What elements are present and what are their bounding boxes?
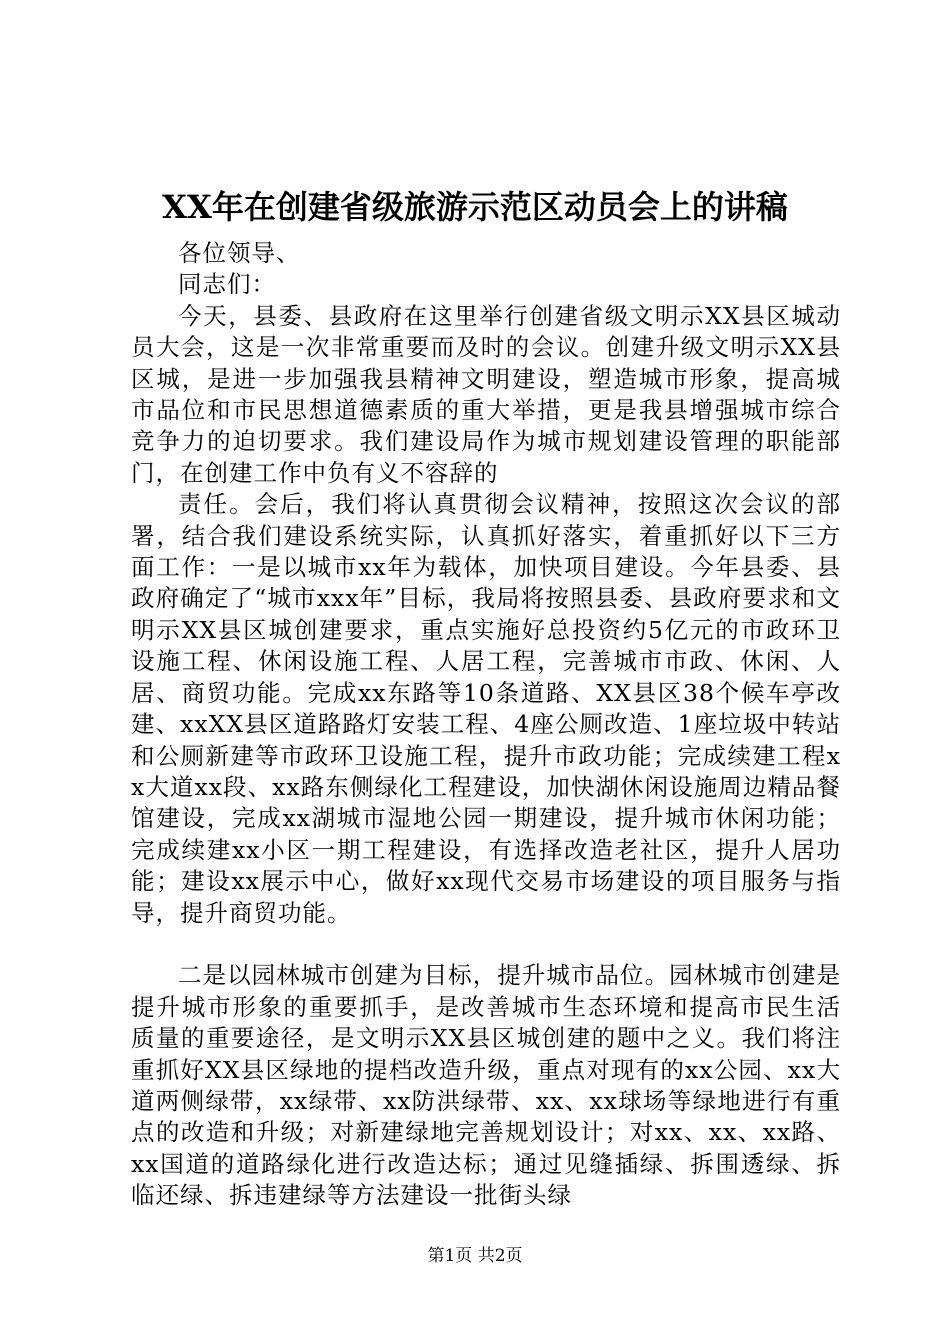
page-number: 第1页 共2页 — [427, 1246, 523, 1266]
document-title: XX年在创建省级旅游示范区动员会上的讲稿 — [162, 188, 788, 226]
paragraph-responsibility: 责任。会后，我们将认真贯彻会议精神，按照这次会议的部署，结合我们建设系统实际，认真抓好落实，着重抓好以下三方面工作：一是以城市xx年为载体，加快项目建设。今年县委、县政府确定了“城市xxx年”目标，我局将按照县委、县政府要求和文明示XX县区城创建要求，重点实施好总投资约5亿元的市政环卫设施工程、休闲设施工程、人居工程，完善城市市政、休闲、人居、商贸功能。完成xx东路等10条道路、XX县区38个候车亭改建、xxXX县区道路路灯安装工程、4座公厕改造、1座垃圾中转站和公厕新建等市政环卫设施工程，提升市政功能；完成续建工程xx大道xx段、xx路东侧绿化工程建设，加快湖休闲设施周边精品餐馆建设，完成xx湖城市湿地公园一期建设，提升城市休闲功能；完成续建xx小区一期工程建设，有选择改造老社区，提升人居功能；建设xx展示中心，做好xx现代交易市场建设的项目服务与指导，提升商贸功能。 — [131, 490, 841, 927]
document-body — [131, 238, 841, 1212]
paragraph-garden-city: 二是以园林城市创建为目标，提升城市品位。园林城市创建是提升城市形象的重要抓手，是改善城市生态环境和提高市民生活质量的重要途径，是文明示XX县区城创建的题中之义。我们将注重抓好XX县区绿地的提档改造升级，重点对现有的xx公园、xx大道两侧绿带，xx绿带、xx防洪绿带、xx、xx球场等绿地进行有重点的改造和升级；对新建绿地完善规划设计；对xx、xx、xx路、xx国道的道路绿化进行改造达标；通过见缝插绿、拆围透绿、拆临还绿、拆违建绿等方法建设一批街头绿 — [131, 961, 841, 1210]
salutation-leaders: 各位领导、 — [178, 239, 301, 267]
salutation-comrades: 同志们： — [178, 270, 276, 299]
paragraph-opening: 今天，县委、县政府在这里举行创建省级文明示XX县区城动员大会，这是一次非常重要而及时的会议。创建升级文明示XX县区城，是进一步加强我县精神文明建设，塑造城市形象，提高城市品位和市民思想道德素质的重大举措，更是我县增强城市综合竞争力的迫切要求。我们建设局作为城市规划建设管理的职能部门，在创建工作中负有义不容辞的 — [131, 301, 841, 487]
